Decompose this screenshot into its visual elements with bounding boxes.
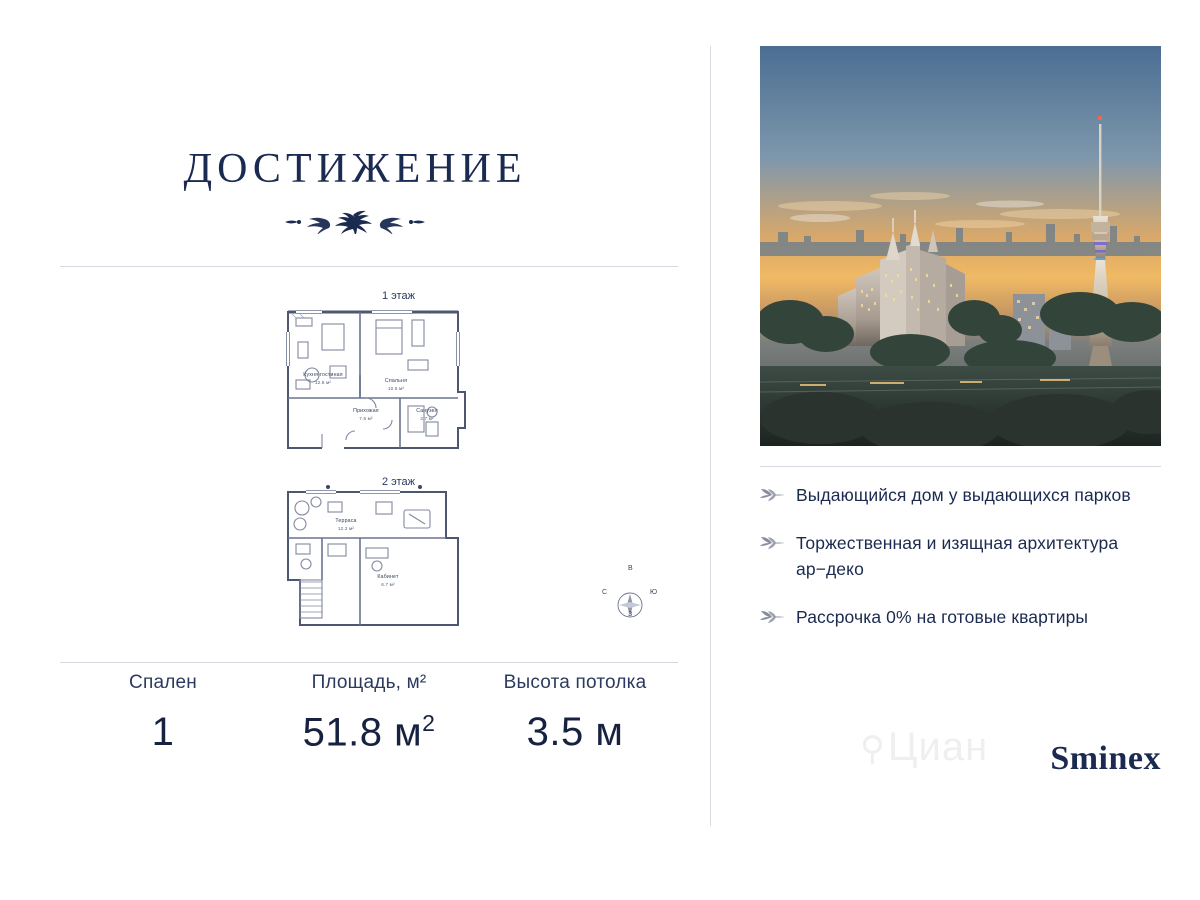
stat-value: 1 [151, 710, 175, 754]
stat-label: Высота потолка [503, 672, 647, 693]
building-photo [760, 46, 1161, 446]
stat-label: Спален [129, 672, 197, 693]
room-label: Кухня-гостиная 12.8 м² [303, 372, 343, 385]
stat-label: Площадь, м² [311, 672, 427, 693]
stats-row [60, 672, 678, 802]
room-label: Санузел 3.7 м² [416, 408, 438, 421]
floral-ornament-icon [0, 208, 710, 239]
leaf-branch-icon [760, 482, 796, 507]
compass-north: В [628, 565, 633, 572]
compass-south: З [628, 611, 633, 618]
leaf-branch-icon [760, 604, 796, 629]
feature-text: Торжественная и изящная архитектура ар−деко [796, 533, 1119, 579]
list-item [760, 482, 1161, 508]
compass-east: Ю [650, 589, 658, 596]
page-title: ДОСТИЖЕНИЕ [183, 146, 527, 192]
compass-icon [600, 565, 660, 625]
features-list [760, 482, 1161, 652]
stat-area [266, 672, 472, 802]
stat-ceiling-height [472, 672, 678, 802]
feature-text: Рассрочка 0% на готовые квартиры [796, 607, 1089, 627]
stat-value: 51.8 $м^2$ [302, 710, 436, 755]
room-label: Спальня 10.5 м² [384, 378, 408, 391]
room-label: Кабинет 6.7 м² [377, 574, 399, 587]
stat-value: 3.5 м [526, 710, 624, 754]
floor2-label: 2 этаж [382, 476, 415, 488]
floor-plan-drawing [60, 280, 678, 650]
compass-west: С [602, 589, 608, 596]
divider-top [60, 266, 678, 267]
sminex-logo: Sminex [1050, 740, 1161, 777]
feature-text: Выдающийся дом у выдающихся парков [796, 485, 1131, 505]
room-label: Прихожая 7.6 м² [353, 408, 379, 421]
watermark-text: Циан [887, 725, 989, 769]
divider-bottom [60, 662, 678, 663]
right-divider [760, 466, 1161, 467]
floor-plan-figure [60, 280, 678, 650]
map-pin-icon: ⚲ [860, 730, 886, 768]
floor1-label: 1 этаж [382, 290, 415, 302]
room-label: Терраса 12.2 м² [335, 518, 357, 531]
leaf-branch-icon [760, 530, 796, 555]
right-panel [711, 0, 1200, 900]
list-item [760, 604, 1161, 630]
stat-bedrooms [60, 672, 266, 802]
list-item [760, 530, 1161, 582]
